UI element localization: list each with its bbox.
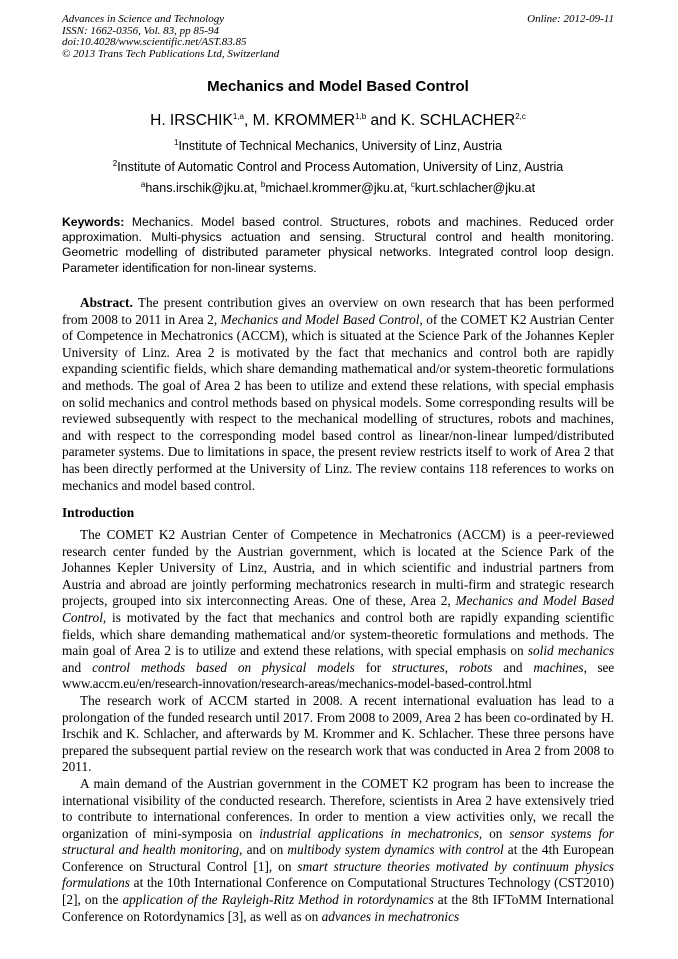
- paragraph-italic: application of the Rayleigh-Ritz Method in rotordynamics: [122, 892, 434, 908]
- paragraph-text: ,: [444, 659, 459, 675]
- intro-paragraph-3: [62, 776, 614, 925]
- email-mark: b: [260, 179, 266, 189]
- author-affiliation-mark: 1,a: [232, 111, 244, 121]
- paragraph-text: A main demand of the Austrian government in the COMET K2 program has been to increase the international visibility of the conducted research. Therefore, scientists in Area 2 have extensively tried to contribute to international conferences. In order to mention a view activities only, we recall the organization of mini-symposia on: [62, 775, 614, 841]
- email-mark: c: [410, 179, 415, 189]
- paragraph-text: , is motivated by the fact that mechanics and control both are rapidly expanding scientific fields, which share demanding mathematical and/or system-theoretic formulations and methods. The main goal of Area 2 is to utilize and extend these relations, with special emphasis on: [62, 609, 614, 659]
- email: kurt.schlacher@jku.at: [414, 181, 536, 195]
- paragraph-italic: sensor systems for structural and health monitoring: [62, 825, 614, 858]
- paragraph-text: , on: [478, 825, 510, 841]
- email: hans.irschik@jku.at,: [145, 181, 261, 195]
- journal-header: [62, 14, 614, 60]
- email-mark: a: [140, 179, 146, 189]
- paragraph-italic: Mechanics and Model Based Control: [62, 593, 614, 625]
- author-emails: [62, 181, 614, 196]
- keywords-label: Keywords:: [62, 215, 125, 229]
- affiliation-mark: 1: [174, 137, 179, 147]
- introduction-body: [62, 527, 614, 925]
- author-separator: and: [366, 112, 401, 129]
- keywords-block: [62, 215, 614, 276]
- affiliation-text: Institute of Automatic Control and Process Automation, University of Linz, Austria: [117, 160, 564, 174]
- paragraph-italic: machines: [533, 659, 584, 675]
- paragraph-italic: control methods based on physical models: [92, 659, 355, 675]
- affiliation-1: [62, 139, 614, 154]
- section-heading-introduction: Introduction: [62, 505, 135, 520]
- paragraph-text: at the 10th International Conference on Computational Structures Technology (CST2010) [2], on the: [62, 875, 614, 908]
- intro-paragraph-1: [62, 527, 614, 693]
- author-affiliation-mark: 2,c: [515, 111, 526, 121]
- paragraph-italic: structures: [392, 659, 445, 675]
- author-name: H. IRSCHIK: [150, 112, 233, 129]
- paragraph-italic: robots: [458, 659, 493, 675]
- paragraph-text: at the 8th IFToMM International Conference on Rotordynamics [3], as well as on: [62, 892, 615, 924]
- author-name: M. KROMMER: [252, 112, 356, 129]
- journal-issn: ISSN: 1662-0356, Vol. 83, pp 85-94: [62, 24, 220, 37]
- paragraph-italic: multibody system dynamics with control: [287, 842, 504, 858]
- author-affiliation-mark: 1,b: [355, 111, 367, 121]
- paragraph-italic: smart structure theories motivated by continuum physics formulations: [62, 858, 614, 891]
- journal-doi: doi:10.4028/www.scientific.net/AST.83.85: [62, 36, 247, 48]
- paragraph-text: The COMET K2 Austrian Center of Competence in Mechatronics (ACCM) is a peer-reviewed research center funded by the Austrian government, which is located at the Science Park of the Johannes Kepler University of Linz, Austria, and in which scientific and industrial partners from Austria and abroad are jointly performing mechatronics research in multi-firm and strategic research projects, grouped into six interconnecting Areas. One of these, Area 2,: [62, 527, 614, 609]
- intro-paragraph-2: The research work of ACCM started in 2008. A recent international evaluation has lead to a prolongation of the funded research until 2017. From 2008 to 2009, Area 2 has been co-ordinated by H. Irschik and K. Schlacher, and afterwards by M. Krommer and K. Schlacher. These three persons have prepared the subsequent partial review on the research work that was conducted in Area 2 from 2008 to 2011.: [62, 692, 614, 775]
- paragraph-text: at the 4th European Conference on Structural Control [1], on: [62, 842, 614, 874]
- abstract-label: Abstract.: [80, 295, 133, 310]
- keywords-text: Mechanics. Model based control. Structures, robots and machines. Reduced order approximation. Multi-physics actuation and sensing. Structural control and health monitoring. Geometric modelling of distributed parameter physical networks. Integrated control loop design. Parameter identification for non-linear systems.: [62, 215, 614, 275]
- paragraph-text: , and on: [239, 842, 288, 858]
- affiliation-text: Institute of Technical Mechanics, University of Linz, Austria: [178, 139, 502, 153]
- author-name: K. SCHLACHER: [400, 112, 516, 129]
- author-separator: ,: [243, 112, 253, 129]
- affiliation-mark: 2: [112, 158, 118, 168]
- paragraph-italic: advances in mechatronics: [321, 908, 460, 924]
- affiliation-2: [62, 160, 614, 175]
- paragraph-italic: solid mechanics: [527, 643, 614, 659]
- abstract-block: [62, 295, 614, 494]
- email: michael.krommer@jku.at,: [265, 181, 411, 195]
- paragraph-text: , see www.accm.eu/en/research-innovation/research-areas/mechanics-model-based-control.html: [62, 659, 614, 692]
- paper-title: Mechanics and Model Based Control: [207, 78, 469, 95]
- author-list: [62, 112, 614, 130]
- paragraph-italic: industrial applications in mechatronics: [259, 825, 479, 841]
- journal-copyright: © 2013 Trans Tech Publications Ltd, Switzerland: [62, 47, 280, 60]
- journal-name: Advances in Science and Technology: [62, 13, 225, 25]
- paragraph-text: for: [354, 659, 393, 675]
- paragraph-text: and: [62, 659, 93, 675]
- abstract-text: , of the COMET K2 Austrian Center of Competence in Mechatronics (ACCM), which is situated at the Science Park of the Johannes Kepler University of Linz. Area 2 is motivated by the fact that mechanics and control both are rapidly expanding scientific fields, which share demanding mathematical and/or system-theoretic formulations and methods. The goal of Area 2 has been to utilize and extend these relations, with special emphasis on solid mechanics and control methods based on physical models. Some corresponding results will be reviewed subsequently with respect to the mechanical modelling of structures, robots and machines, and with respect to the corresponding model based control as linear/non-linear lumped/distributed parameter systems. Due to limitations in space, the present review restricts itself to work of Area 2 that has been directly performed at the University of Linz. The review contains 118 references to works on mechanics and model based control.: [62, 311, 614, 493]
- paragraph-text: and: [492, 659, 534, 675]
- abstract-italic: Mechanics and Model Based Control: [220, 311, 420, 327]
- online-date: Online: 2012-09-11: [527, 13, 614, 25]
- abstract-text: The present contribution gives an overview on own research that has been performed from 2008 to 2011 in Area 2,: [62, 295, 614, 327]
